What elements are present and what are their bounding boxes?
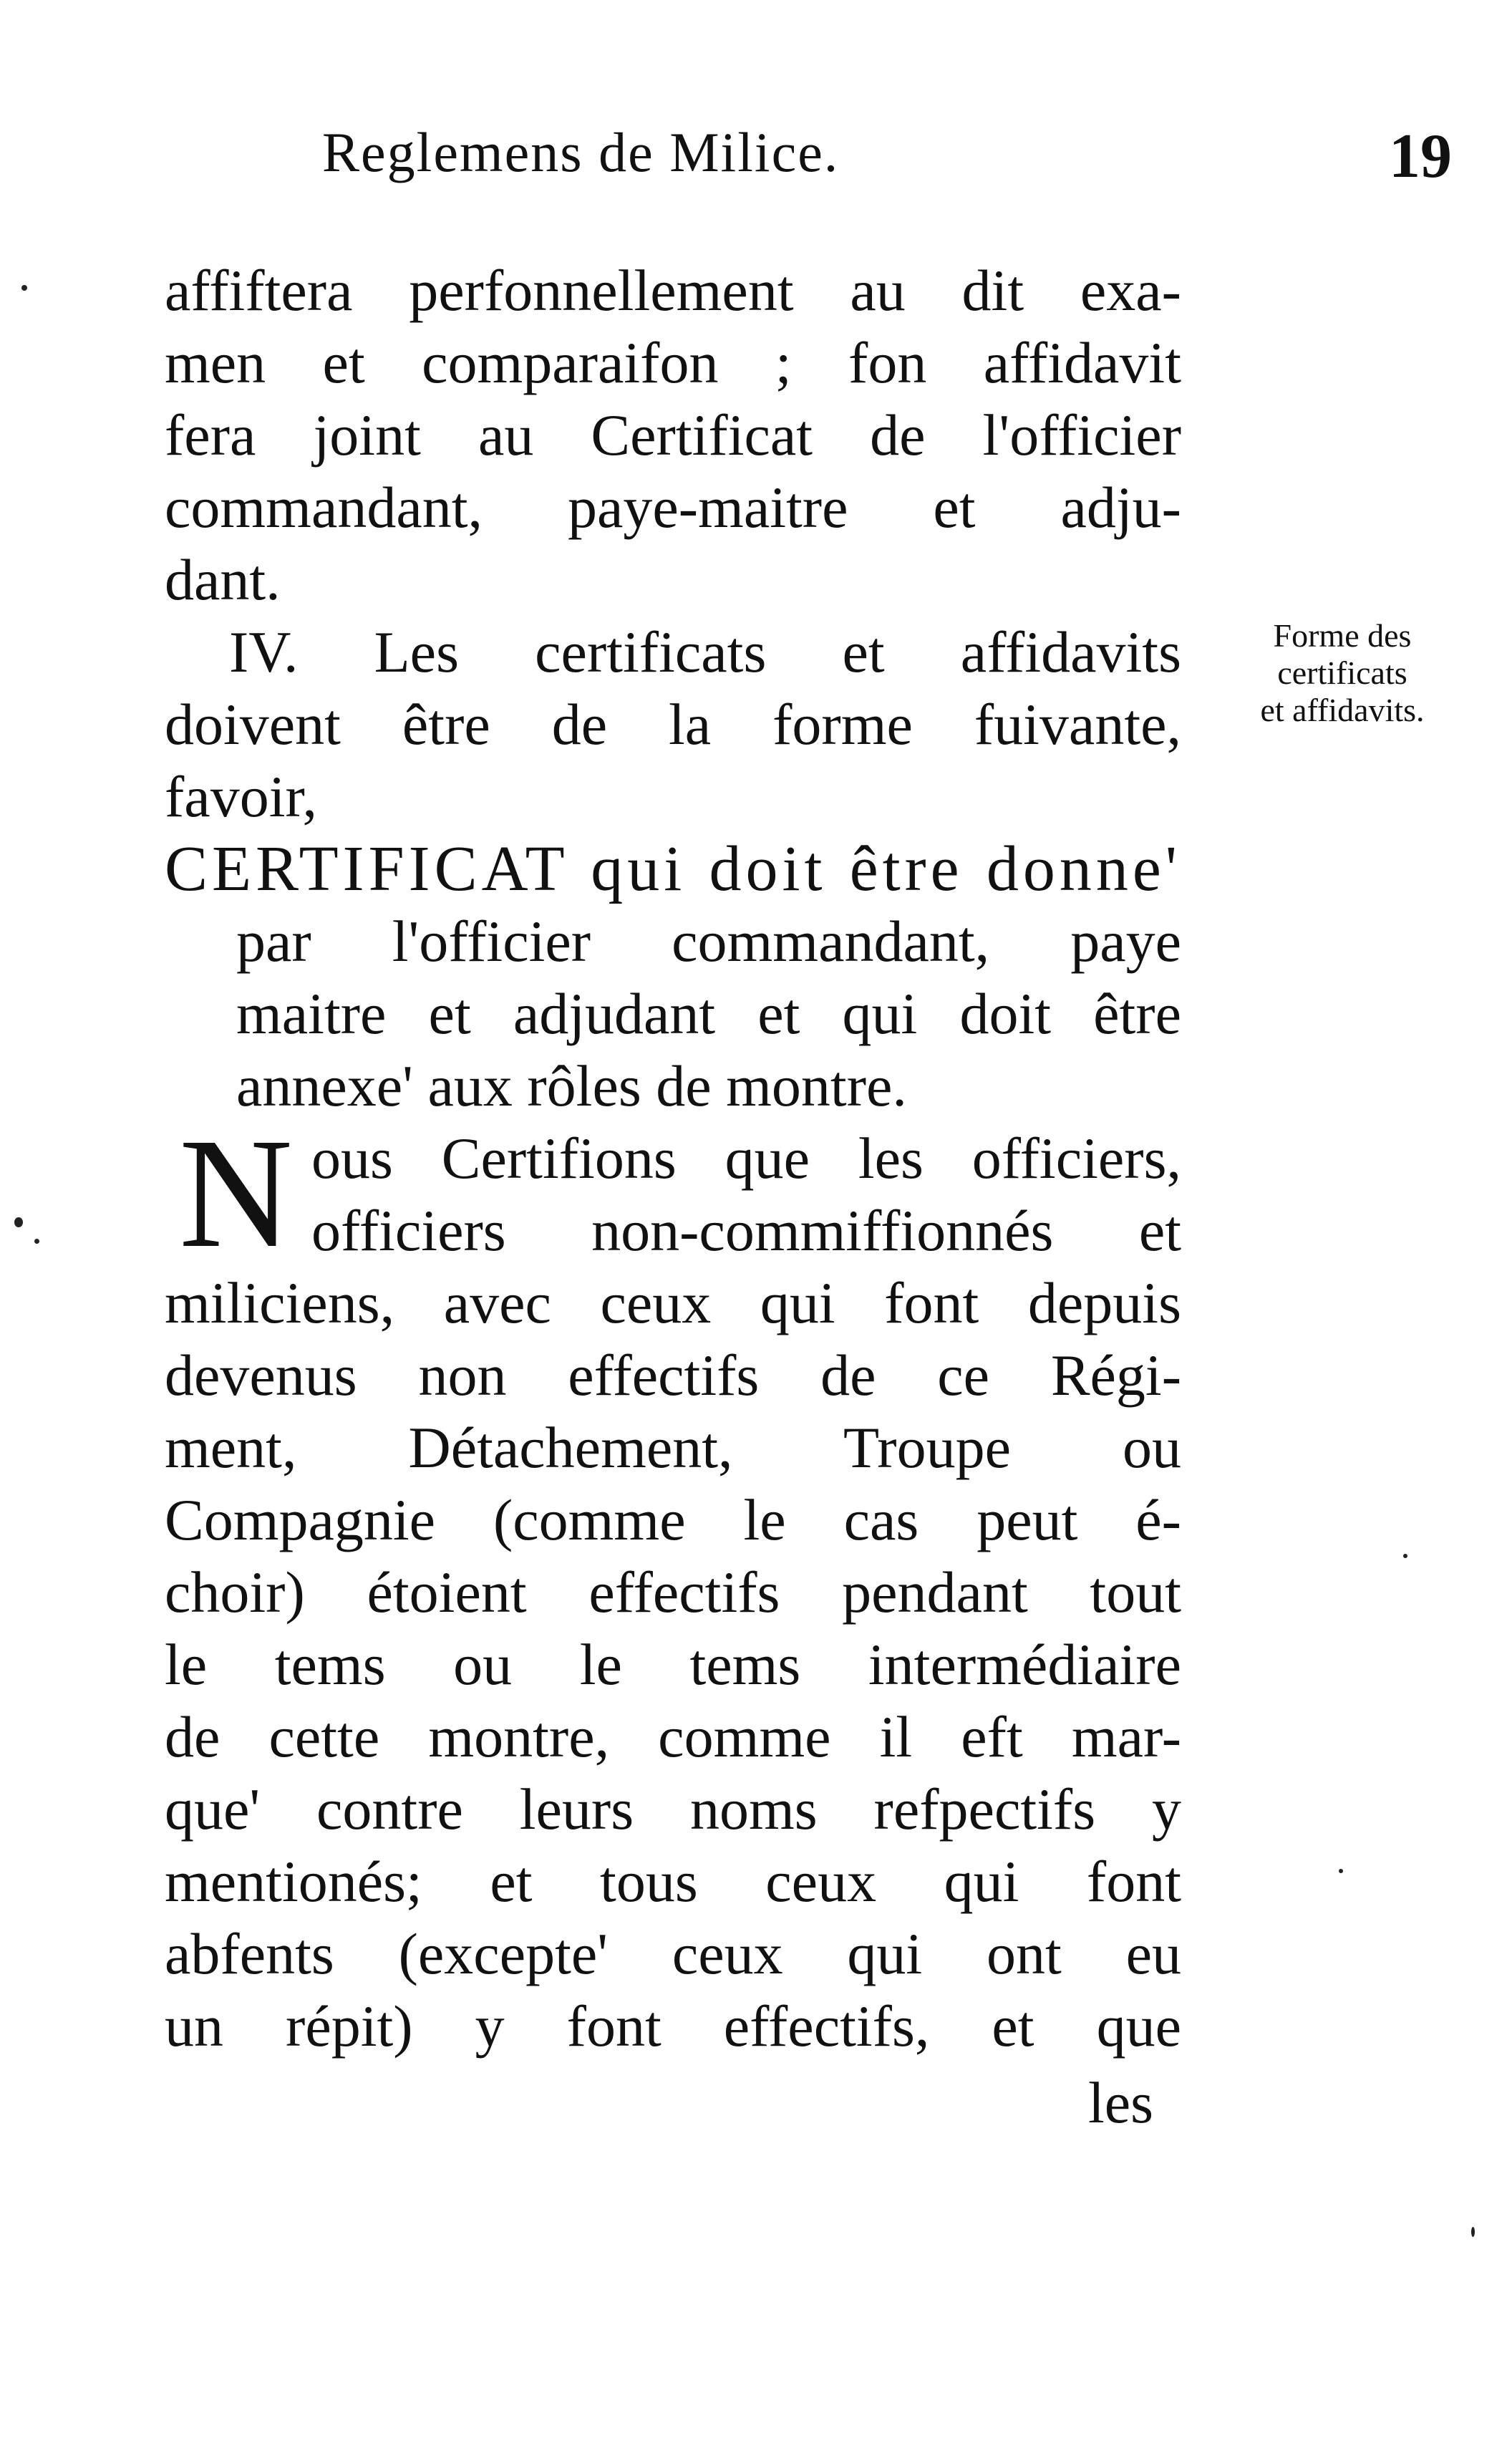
text-line: abfents (excepte' ceux qui ont eu	[165, 1921, 1181, 1986]
marginal-note-line: Forme des	[1273, 617, 1412, 654]
text-line: le tems ou le tems intermédiaire	[165, 1632, 1181, 1697]
text-line: devenus non effectifs de ce Régi-	[165, 1343, 1181, 1408]
scan-speck	[34, 1239, 39, 1244]
paragraph-continuation	[165, 254, 1181, 616]
scan-speck	[1403, 1554, 1407, 1558]
text-line: CERTIFICAT qui doit être donne'	[165, 833, 1181, 904]
text-line: Compagnie (comme le cas peut é-	[165, 1487, 1181, 1552]
text-line: affiftera perfonnellement au dit exa-	[165, 258, 1181, 323]
body-text	[165, 254, 1181, 2062]
text-line: maitre et adjudant et qui doit être	[236, 981, 1181, 1046]
text-line: dant.	[165, 547, 281, 612]
catchword: les	[1088, 2070, 1154, 2135]
section-iv	[165, 616, 1181, 833]
marginal-note-line: certificats	[1277, 654, 1407, 691]
text-line: choir) étoient effectifs pendant tout	[165, 1560, 1181, 1625]
text-line: mentionés; et tous ceux qui font	[165, 1849, 1181, 1914]
marginal-note	[1221, 617, 1464, 729]
text-line: un répit) y font effectifs, et que	[165, 1993, 1181, 2059]
drop-cap: N	[179, 1106, 293, 1280]
text-line: ous Certifions que les officiers,	[311, 1126, 1181, 1191]
text-line: que' contre leurs noms refpectifs y	[165, 1777, 1181, 1842]
page-number: 19	[1389, 122, 1452, 191]
text-line: miliciens, avec ceux qui font depuis	[165, 1270, 1181, 1335]
text-line: fera joint au Certificat de l'officier	[165, 402, 1181, 468]
text-line: ment, Détachement, Troupe ou	[165, 1415, 1181, 1480]
running-head	[322, 120, 839, 185]
running-head-text: Reglemens de Milice.	[322, 121, 840, 183]
scan-speck	[1471, 2227, 1475, 2237]
text-line: officiers non-commiffionnés et	[311, 1198, 1181, 1263]
scan-speck	[21, 285, 27, 291]
scan-speck	[1339, 1869, 1343, 1873]
text-line: annexe' aux rôles de montre.	[236, 1053, 907, 1118]
text-line: commandant, paye-maitre et adju-	[165, 475, 1181, 540]
text-line: par l'officier commandant, paye	[236, 909, 1181, 974]
text-line: IV. Les certificats et affidavits	[229, 619, 1181, 685]
certificate-body	[165, 1106, 1181, 2062]
scan-speck	[14, 1217, 23, 1227]
text-line: doivent être de la forme fuivante,	[165, 692, 1181, 757]
text-line: de cette montre, comme il eft mar-	[165, 1704, 1181, 1769]
marginal-note-line: et affidavits.	[1260, 692, 1425, 728]
text-line: favoir,	[165, 764, 318, 829]
text-line: men et comparaifon ; fon affidavit	[165, 330, 1181, 395]
certificate-heading	[165, 833, 1181, 1122]
